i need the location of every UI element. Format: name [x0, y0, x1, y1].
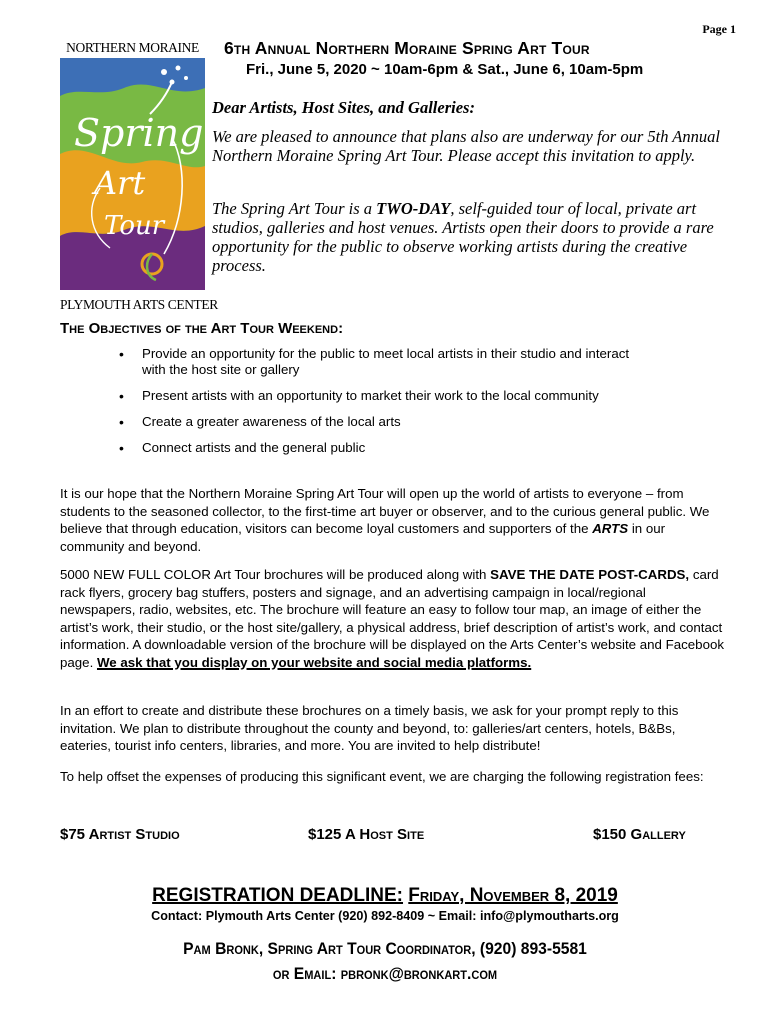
list-item: • Create a greater awareness of the local arts	[116, 414, 636, 430]
intro-paragraph-2	[212, 199, 732, 275]
fee-artist-studio: $75 Artist Studio	[60, 826, 180, 843]
save-the-date-emphasis: SAVE THE DATE POST-CARDS,	[490, 567, 690, 582]
logo-top-text: NORTHERN MORAINE	[66, 40, 199, 55]
hope-paragraph	[60, 485, 724, 555]
logo-bottom-text: PLYMOUTH ARTS CENTER	[60, 297, 218, 312]
coordinator-line: Pam Bronk, Spring Art Tour Coordinator, (920) 893-5581	[183, 939, 587, 958]
two-day-emphasis: TWO-DAY	[376, 199, 451, 218]
coordinator-email: or Email: pbronk@bronkart.com	[272, 964, 498, 983]
display-request: We ask that you display on your website and social media platforms.	[96, 654, 532, 670]
list-item: • Provide an opportunity for the public to meet local artists in their studio and interact with the host site or gallery	[116, 346, 636, 378]
fee-host-site: $125 A Host Site	[308, 826, 425, 843]
list-item: • Present artists with an opportunity to market their work to the local community	[116, 388, 636, 404]
deadline-label: REGISTRATION DEADLINE:	[152, 885, 404, 906]
list-item: • Connect artists and the general public	[116, 440, 636, 456]
deadline-date: Friday, November 8, 2019	[408, 885, 618, 906]
para2-text-end: , self-guided tour of local, private art studios, galleries and host venues. Artists open their doors to provide a rare opportunity for the public to observe working artists during the creative process.	[212, 199, 714, 275]
logo-word-art: Art	[94, 164, 146, 202]
hope-text-end: in our community and beyond.	[60, 521, 666, 554]
fee-gallery: $150 Gallery	[593, 826, 686, 843]
plymouth-arts-logo	[60, 40, 218, 313]
page-title: 6th Annual Northern Moraine Spring Art Tour	[224, 38, 590, 58]
page-number: Page 1	[702, 22, 736, 36]
hope-text-start: It is our hope that the Northern Moraine Spring Art Tour will open up the world of artists to everyone – from students to the seasoned collector, to the first-time art buyer or observer, and to the curious general public. We believe that through education, visitors can become loyal customers and supporters of the	[60, 486, 710, 536]
spring-art-tour-emblem	[60, 58, 205, 290]
registration-deadline	[0, 885, 770, 907]
distribute-paragraph: In an effort to create and distribute these brochures on a timely basis, we ask for your prompt reply to this invitation. We plan to distribute throughout the county and beyond, to: galleries/art centers, hotels, B&Bs, eateries, tourist info centers, libraries, and more. You are invited to help distribute!	[60, 703, 679, 753]
logo-word-tour: Tour	[104, 211, 165, 241]
brochure-paragraph	[60, 566, 724, 671]
brochure-text-start: 5000 NEW FULL COLOR Art Tour brochures will be produced along with	[60, 567, 491, 582]
objectives-heading: The Objectives of the Art Tour Weekend:	[60, 320, 344, 337]
intro-paragraph-1: We are pleased to announce that plans also are underway for our 5th Annual Northern Moraine Spring Art Tour. Please accept this invitation to apply.	[212, 127, 720, 165]
brochure-text-mid: card rack flyers, grocery bag stuffers, posters and signage, and an advertising campaign in local/regional newspapers, radio, websites, etc. The brochure will feature an easy to follow tour map, an image of either the artist’s work, their studio, or the host site/gallery, a physical address, brief description of artist’s work, and contact information. A downloadable version of the brochure will be displayed on the Arts Center’s website and Facebook page.	[60, 567, 725, 670]
fees-intro-paragraph: To help offset the expenses of producing this significant event, we are charging the following registration fees:	[60, 769, 704, 784]
objectives-list	[116, 346, 636, 466]
contact-line: Contact: Plymouth Arts Center (920) 892-8409 ~ Email: info@plymoutharts.org	[151, 909, 619, 923]
para2-text-start: The Spring Art Tour is a	[212, 199, 377, 218]
greeting: Dear Artists, Host Sites, and Galleries:	[212, 98, 475, 117]
logo-word-spring: Spring	[74, 111, 204, 155]
arts-emphasis: ARTS	[592, 521, 629, 536]
event-dates: Fri., June 5, 2020 ~ 10am-6pm & Sat., June 6, 10am-5pm	[246, 61, 644, 78]
